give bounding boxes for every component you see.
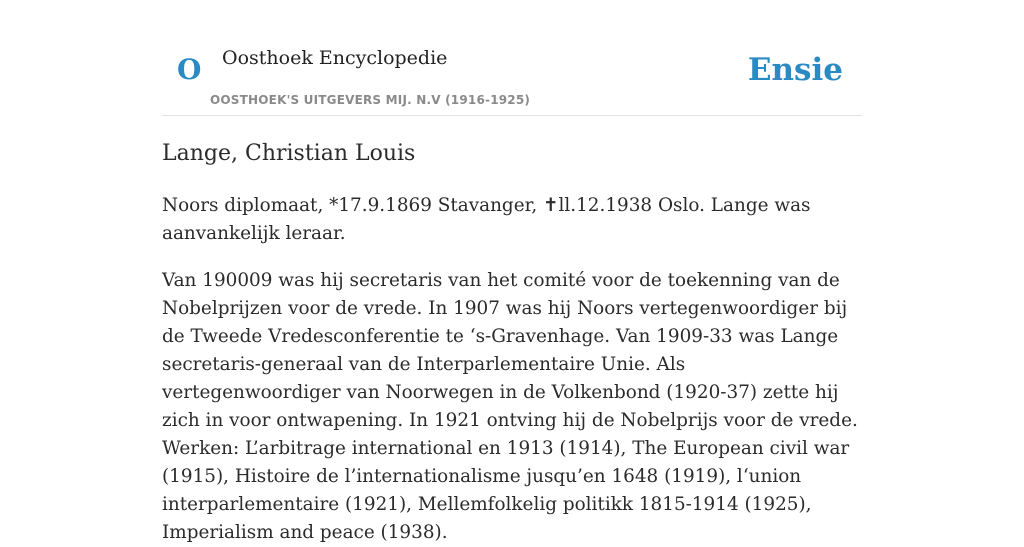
- article-paragraph: Noors diplomaat, *17.9.1869 Stavanger, ✝ll.12.1938 Oslo. Lange was aanvankelijk leraar.: [162, 195, 811, 244]
- source-title-link[interactable]: Oosthoek Encyclopedie: [222, 47, 448, 69]
- ensie-logo-link[interactable]: Ensie: [747, 52, 843, 88]
- source-logo: O: [177, 53, 202, 86]
- article: [162, 138, 862, 547]
- publisher-label: OOSTHOEK'S UITGEVERS MIJ. N.V (1916-1925): [210, 93, 531, 107]
- article-paragraph: Van 190009 was hij secretaris van het comité voor de toekenning van de Nobelprijzen voor de vrede. In 1907 was hij Noors vertegenwoordiger bij de Tweede Vredesconferentie te ‘s-Gravenhage. Van 1909-33 was Lange secretaris-generaal van de Interparlementaire Unie. Als vertegenwoordiger van Noorwegen in de Volkenbond (1920-37) zette hij zich in voor ontwapening. In 1921 ontving hij de Nobelprijs voor de vrede. Werken: L’arbitrage international en 1913 (1914), The European civil war (1915), Histoire de l’internationalisme jusqu’en 1648 (1919), l‘union interparlementaire (1921), Mellemfolkelig politikk 1815-1914 (1925), Imperialism and peace (1938).: [162, 270, 858, 543]
- source-header: [162, 38, 862, 116]
- entry-title: Lange, Christian Louis: [162, 141, 416, 166]
